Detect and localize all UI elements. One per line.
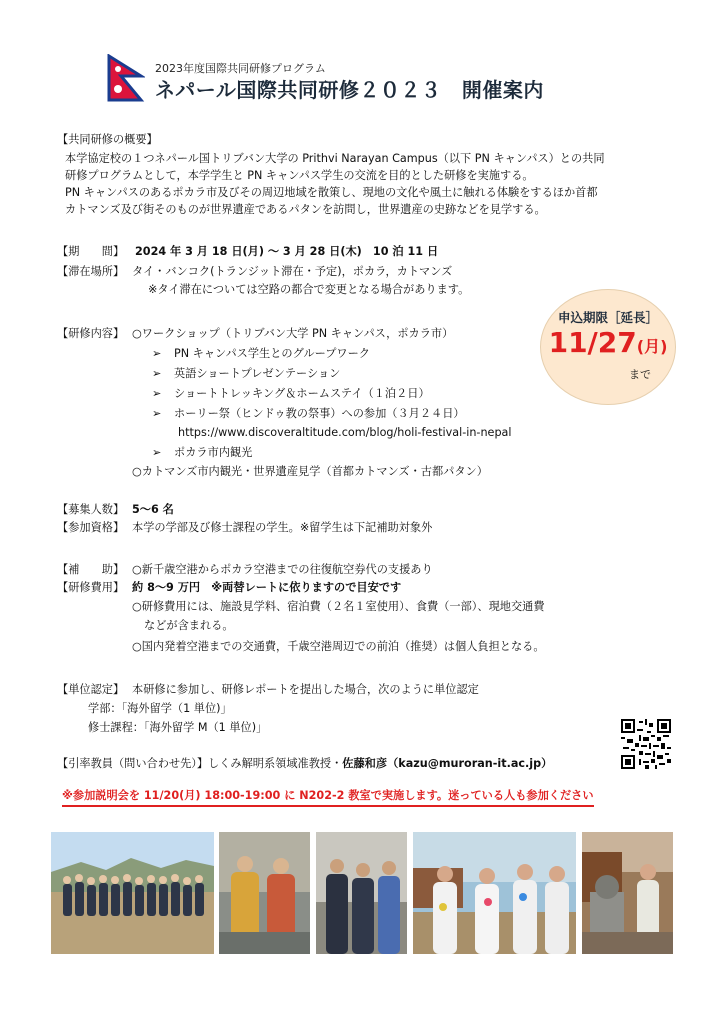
stay-note: ※タイ滞在については空路の都合で変更となる場合があります。 [148,283,470,296]
content-subitem-text: ショートトレッキング＆ホームステイ（１泊２日） [174,387,430,400]
content-subitem [152,345,370,362]
arrow-bullet-icon: ➢ [152,367,162,380]
content-label: 【研修内容】 [57,327,125,340]
content-subitem-text: ポカラ市内観光 [174,446,253,459]
recruit-value: 5～6 名 [132,503,174,516]
deadline-badge [540,289,676,405]
arrow-bullet-icon: ➢ [152,387,162,400]
arrow-bullet-icon: ➢ [152,347,162,360]
deadline-date: 11/27 [548,326,637,359]
namaste-photo [316,832,407,954]
cost-value: 約 8～9 万円 ※両替レートに依りますので目安です [132,581,402,594]
deadline-date-wrap [541,326,675,359]
cost-detail: ○研修費用には、施設見学料、宿泊費（２名１室使用）、食費（一部）、現地交通費 [132,600,545,613]
content-subitem-text: 英語ショートプレゼンテーション [174,367,341,380]
period-label: 【期 間】 [57,245,125,258]
program-subtitle: 2023年度国際共同研修プログラム [155,62,326,75]
contact-email[interactable]: （kazu@muroran-it.ac.jp） [387,757,553,770]
contact-label: 【引率教員（問い合わせ先）】 [57,757,209,770]
arrow-bullet-icon: ➢ [152,407,162,420]
overview-line: カトマンズ及び街そのものが世界遺産であるパタンを訪問し，世界遺産の史跡などを見学する。 [65,203,546,216]
aid-label: 【補 助】 [57,563,125,576]
eligibility-value: 本学の学部及び修士課程の学生。※留学生は下記補助対象外 [132,521,433,534]
contact-line [57,755,552,772]
content-subitem [152,444,252,461]
aid-value: ○新千歳空港からポカラ空港までの往復航空券代の支援あり [132,563,433,576]
deadline-suffix: まで [629,368,651,381]
traditional-dress-photo [219,832,310,954]
nepal-flag-icon [107,54,145,102]
holi-festival-link[interactable]: https://www.discoveraltitude.com/blog/holi-festival-in-nepal [178,426,512,439]
content-subitem [152,405,465,422]
group-photo [51,832,214,954]
eligibility-label: 【参加資格】 [57,521,125,534]
deadline-dow: (月) [636,337,668,356]
cost-label: 【研修費用】 [57,581,125,594]
credit-master: 修士課程：「海外留学 M（1 単位)」 [88,721,268,734]
contact-org: しくみ解明系領域准教授・ [208,757,343,770]
overview-line: PN キャンパスのあるポカラ市及びその周辺地域を散策し、現地の文化や風土に触れる体験をするほか首都 [65,186,598,199]
overview-heading: 【共同研修の概要】 [57,133,158,146]
overview-line: 本学協定校の１つネパール国トリブバン大学の Prithvi Narayan Campus（以下 PN キャンパス）との共同 [65,152,605,165]
content-subitem-text: ホーリー祭（ヒンドゥ教の祭事）への参加（３月２４日） [174,407,465,420]
cost-detail: などが含まれる。 [144,619,234,632]
content-subitem [152,385,430,402]
qr-code-icon[interactable] [621,719,671,769]
deadline-label: 申込期限［延長］ [557,310,658,325]
briefing-notice: ※参加説明会を 11/20(月) 18:00-19:00 に N202-2 教室で実施します。迷っている人も参加ください [62,787,594,807]
recruit-label: 【募集人数】 [57,503,125,516]
arrow-bullet-icon: ➢ [152,446,162,459]
content-item-sightseeing: ○カトマンズ市内観光・世界遺産見学（首都カトマンズ・古都パタン） [132,465,488,478]
stay-label: 【滞在場所】 [57,265,125,278]
temple-photo [582,832,673,954]
credit-label: 【単位認定】 [57,683,125,696]
content-item-workshop: ○ワークショップ（トリブバン大学 PN キャンパス，ポカラ市） [132,327,454,340]
credit-value: 本研修に参加し、研修レポートを提出した場合，次のように単位認定 [132,683,479,696]
content-subitem-text: PN キャンパス学生とのグループワーク [174,347,370,360]
festival-photo [413,832,576,954]
credit-undergrad: 学部：「海外留学（1 単位)」 [88,702,232,715]
page-title: ネパール国際共同研修２０２３ 開催案内 [155,78,544,102]
period-value: 2024 年 3 月 18 日(月) ～ 3 月 28 日(木) 10 泊 11 日 [135,245,439,258]
overview-line: 研修プログラムとして，本学学生と PN キャンパス学生の交流を目的とした研修を実施する。 [65,169,534,182]
stay-value: タイ・バンコク(トランジット滞在・予定)，ポカラ，カトマンズ [132,265,453,278]
content-subitem [152,365,340,382]
cost-detail: ○国内発着空港までの交通費，千歳空港周辺での前泊（推奨）は個人負担となる。 [132,640,545,653]
contact-name: 佐藤和彦 [342,757,388,770]
